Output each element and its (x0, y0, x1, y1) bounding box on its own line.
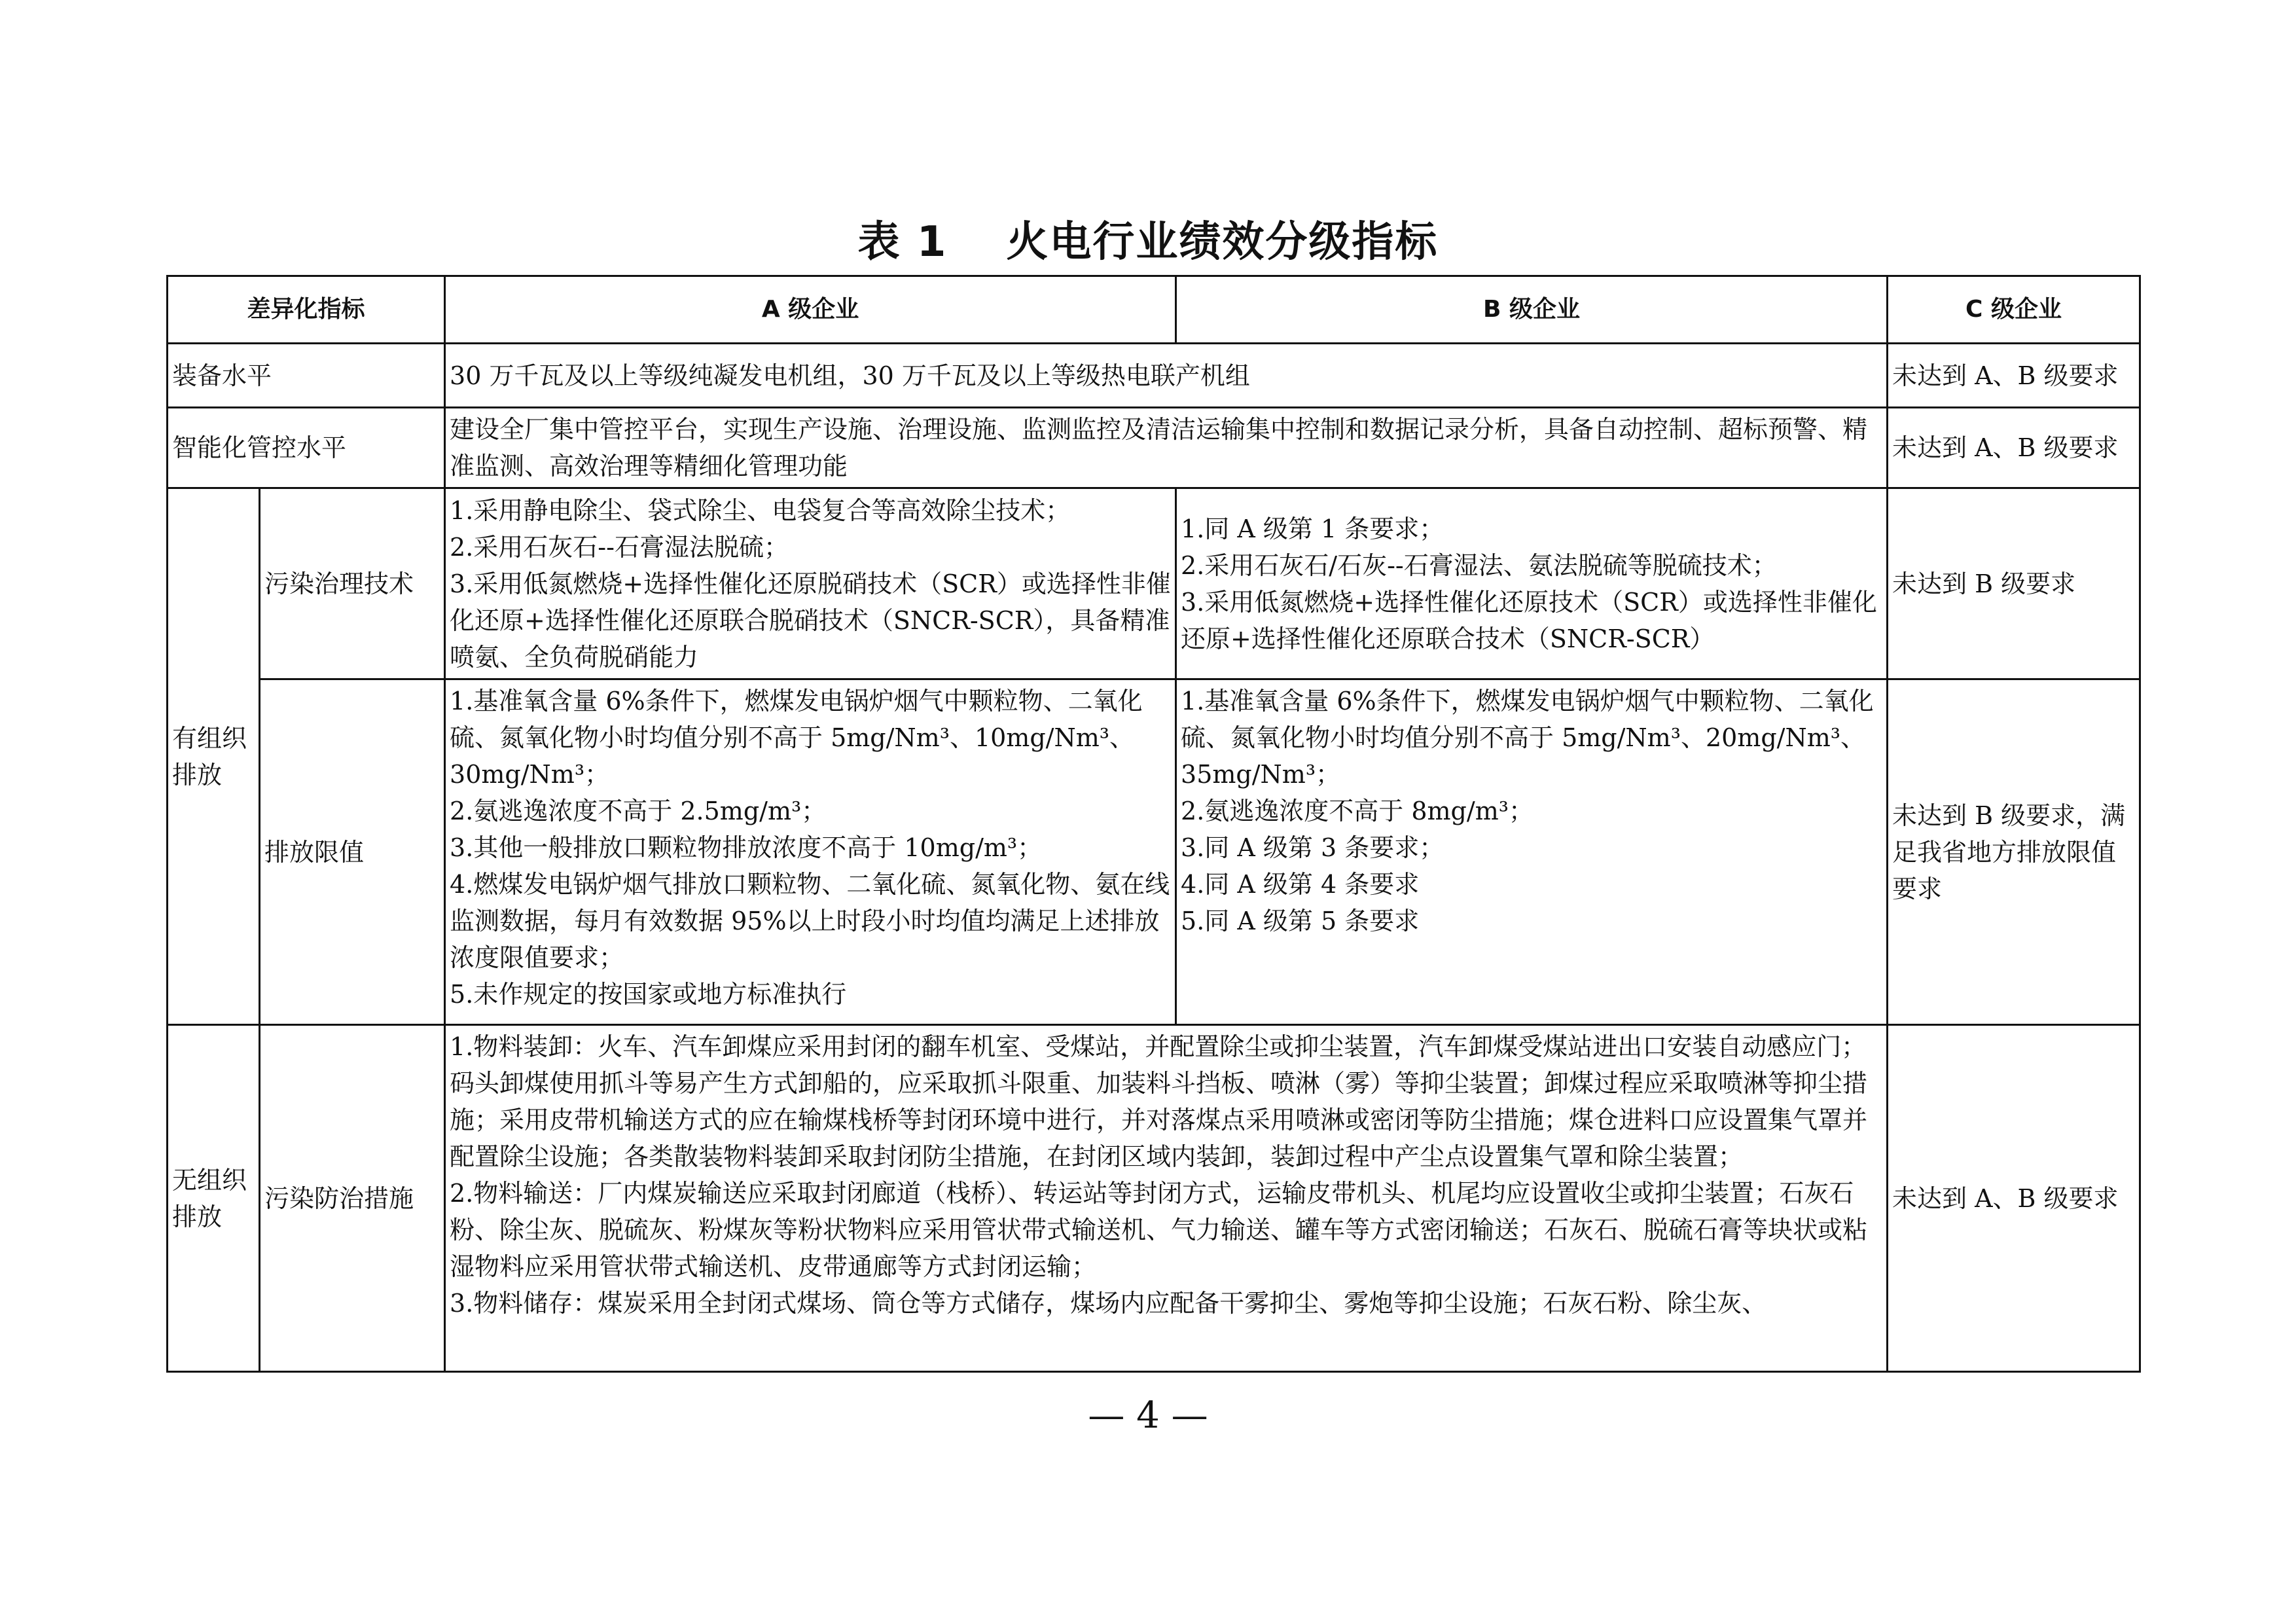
performance-table (166, 275, 2141, 1373)
measures-label: 污染防治措施 (260, 1025, 445, 1372)
tech-label: 污染治理技术 (260, 488, 445, 679)
tech-a-item: 1.采用静电除尘、袋式除尘、电袋复合等高效除尘技术； (450, 496, 1071, 525)
limits-a (445, 679, 1176, 1025)
tech-b-item: 3.采用低氮燃烧+选择性催化还原技术（SCR）或选择性非催化还原+选择性催化还原联合技术（SNCR-SCR） (1181, 587, 1877, 653)
header-a-grade: A 级企业 (445, 276, 1176, 344)
row-unorganized-measures (168, 1025, 2140, 1372)
limits-a-item: 3.其他一般排放口颗粒物排放浓度不高于 10mg/m³； (450, 833, 1043, 862)
measures-item: 1.物料装卸：火车、汽车卸煤应采用封闭的翻车机室、受煤站，并配置除尘或抑尘装置，汽车卸煤受煤站进出口安装自动感应门；码头卸煤使用抓斗等易产生方式卸船的，应采取抓斗限重、加装料斗挡板、喷淋（雾）等抑尘装置；卸煤过程应采取喷淋等抑尘措施；采用皮带机输送方式的应在输煤栈桥等封闭环境中进行，并对落煤点采用喷淋或密闭等防尘措施；煤仓进料口应设置集气罩并配置除尘设施；各类散装物料装卸采取封闭防尘措施，在封闭区域内装卸，装卸过程中产尘点设置集气罩和除尘装置； (450, 1032, 1868, 1171)
page-number: — 4 — (1088, 1394, 1208, 1437)
tech-b-item: 2.采用石灰石/石灰--石膏湿法、氨法脱硫等脱硫技术； (1181, 550, 1777, 580)
tech-a-item: 2.采用石灰石--石膏湿法脱硫； (450, 532, 789, 562)
limits-c: 未达到 B 级要求，满足我省地方排放限值要求 (1888, 679, 2140, 1025)
measures-item: 3.物料储存：煤炭采用全封闭式煤场、筒仓等方式储存，煤场内应配备干雾抑尘、雾炮等抑尘设施；石灰石粉、除尘灰、 (450, 1289, 1767, 1318)
header-indicator: 差异化指标 (168, 276, 445, 344)
table-title (0, 208, 2296, 268)
unorganized-group-label: 无组织排放 (168, 1025, 260, 1372)
header-b-grade: B 级企业 (1176, 276, 1888, 344)
row-equipment (168, 344, 2140, 408)
limits-b-item: 2.氨逃逸浓度不高于 8mg/m³； (1181, 797, 1534, 825)
header-row (168, 276, 2140, 344)
limits-a-item: 1.基准氧含量 6%条件下，燃煤发电锅炉烟气中颗粒物、二氧化硫、氮氧化物小时均值分别不高于 5mg/Nm³、10mg/Nm³、30mg/Nm³； (450, 687, 1143, 789)
row-emission-limits (168, 679, 2140, 1025)
limits-b (1176, 679, 1888, 1025)
tech-b (1176, 488, 1888, 679)
smart-c: 未达到 A、B 级要求 (1888, 408, 2140, 488)
tech-a (445, 488, 1176, 679)
limits-label: 排放限值 (260, 679, 445, 1025)
limits-b-item: 5.同 A 级第 5 条要求 (1181, 907, 1420, 935)
header-c-grade: C 级企业 (1888, 276, 2140, 344)
equipment-c: 未达到 A、B 级要求 (1888, 344, 2140, 408)
equipment-label: 装备水平 (168, 344, 445, 408)
smart-label: 智能化管控水平 (168, 408, 445, 488)
tech-b-item: 1.同 A 级第 1 条要求； (1181, 514, 1444, 543)
row-smart-control (168, 408, 2140, 488)
smart-ab: 建设全厂集中管控平台，实现生产设施、治理设施、监测监控及清洁运输集中控制和数据记录分析，具备自动控制、超标预警、精准监测、高效治理等精细化管理功能 (445, 408, 1888, 488)
limits-a-item: 4.燃煤发电锅炉烟气排放口颗粒物、二氧化硫、氮氧化物、氨在线监测数据，每月有效数据 95%以上时段小时均值均满足上述排放浓度限值要求； (450, 870, 1170, 972)
limits-a-item: 5.未作规定的按国家或地方标准执行 (450, 980, 847, 1009)
limits-a-item: 2.氨逃逸浓度不高于 2.5mg/m³； (450, 797, 827, 825)
organized-group-label: 有组织排放 (168, 488, 260, 1025)
measures-ab (445, 1025, 1888, 1372)
tech-c: 未达到 B 级要求 (1888, 488, 2140, 679)
table-title-text: 火电行业绩效分级指标 (1006, 218, 1439, 266)
table-number: 表 1 (857, 218, 948, 266)
limits-b-item: 3.同 A 级第 3 条要求； (1181, 833, 1444, 862)
measures-item: 2.物料输送：厂内煤炭输送应采取封闭廊道（栈桥）、转运站等封闭方式，运输皮带机头、机尾均应设置收尘或抑尘装置；石灰石粉、除尘灰、脱硫灰、粉煤灰等粉状物料应采用管状带式输送机、气力输送、罐车等方式密闭输送；石灰石、脱硫石膏等块状或粘湿物料应采用管状带式输送机、皮带通廊等方式封闭运输； (450, 1179, 1868, 1281)
equipment-ab: 30 万千瓦及以上等级纯凝发电机组，30 万千瓦及以上等级热电联产机组 (445, 344, 1888, 408)
row-pollution-tech (168, 488, 2140, 679)
tech-a-item: 3.采用低氮燃烧+选择性催化还原脱硝技术（SCR）或选择性非催化还原+选择性催化还原联合脱硝技术（SNCR-SCR），具备精准喷氨、全负荷脱硝能力 (450, 569, 1171, 672)
measures-c: 未达到 A、B 级要求 (1888, 1025, 2140, 1372)
limits-b-item: 4.同 A 级第 4 条要求 (1181, 870, 1420, 899)
limits-b-item: 1.基准氧含量 6%条件下，燃煤发电锅炉烟气中颗粒物、二氧化硫、氮氧化物小时均值分别不高于 5mg/Nm³、20mg/Nm³、35mg/Nm³； (1181, 687, 1874, 789)
